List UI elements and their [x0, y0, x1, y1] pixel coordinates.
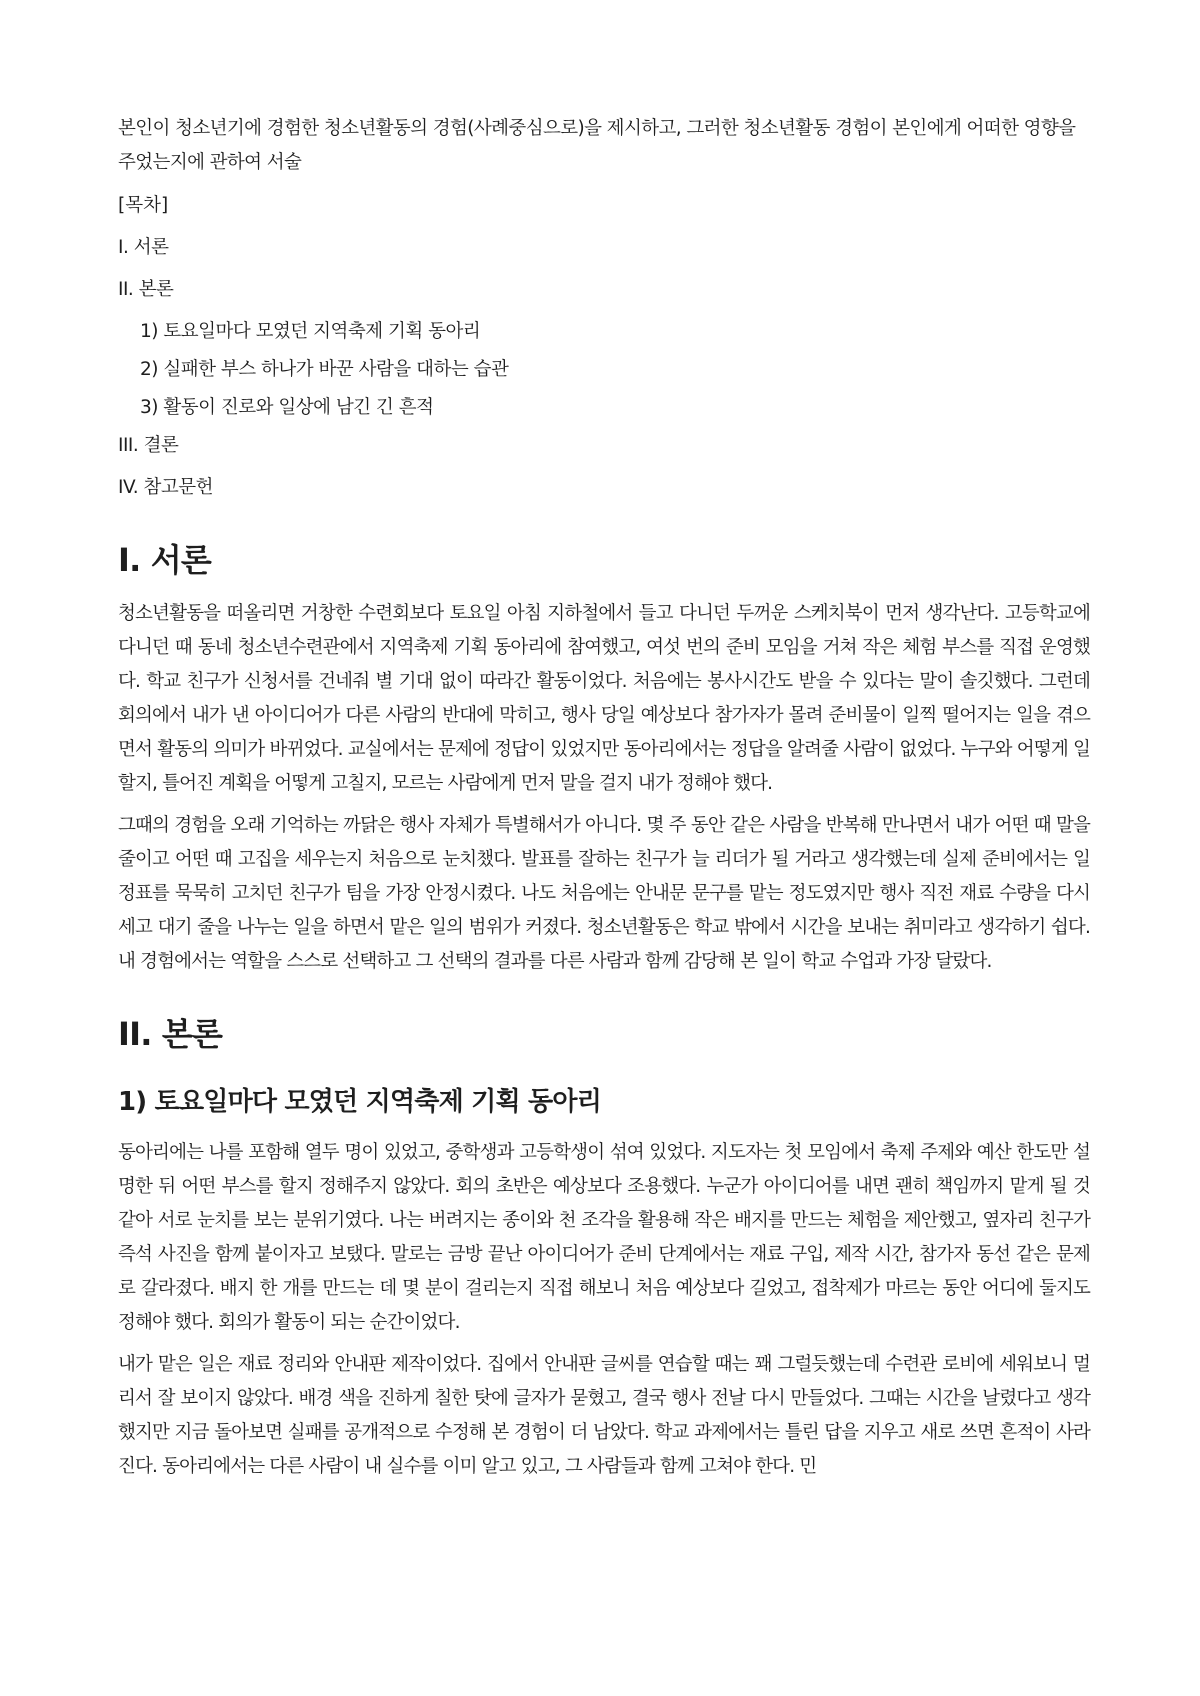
toc-heading: [목차]: [118, 195, 169, 216]
intro-paragraph-2: 그때의 경험을 오래 기억하는 까닭은 행사 자체가 특별해서가 아니다. 몇 주 동안 같은 사람을 반복해 만나면서 내가 어떤 때 말을 줄이고 어떤 때 고집을 세우는지 처음으로 눈치챘다. 발표를 잘하는 친구가 늘 리더가 될 거라고 생각했는데 실제 준비에서는 일정표를 묵묵히 고치던 친구가 팀을 가장 안정시켰다. 나도 처음에는 안내문 문구를 맡는 정도였지만 행사 직전 재료 수량을 다시 세고 대기 줄을 나누는 일을 하면서 맡은 일의 범위가 커졌다. 청소년활동은 학교 밖에서 시간을 보내는 취미라고 생각하기 쉽다. 내 경험에서는 역할을 스스로 선택하고 그 선택의 결과를 다른 사람과 함께 감당해 본 일이 학교 수업과 가장 달랐다.: [118, 815, 1090, 972]
subsection-title-1: 1) 토요일마다 모였던 지역축제 기획 동아리: [118, 1087, 602, 1117]
body-paragraph-2: 내가 맡은 일은 재료 정리와 안내판 제작이었다. 집에서 안내판 글씨를 연습할 때는 꽤 그럴듯했는데 수련관 로비에 세워보니 멀리서 잘 보이지 않았다. 배경 색을 진하게 칠한 탓에 글자가 묻혔고, 결국 행사 전날 다시 만들었다. 그때는 시간을 날렸다고 생각했지만 지금 돌아보면 실패를 공개적으로 수정해 본 경험이 더 남았다. 학교 과제에서는 틀린 답을 지우고 새로 쓰면 흔적이 사라진다. 동아리에서는 다른 사람이 내 실수를 이미 알고 있고, 그 사람들과 함께 고쳐야 한다. 민: [118, 1354, 1090, 1477]
assignment-prompt: 본인이 청소년기에 경험한 청소년활동의 경험(사례중심으로)을 제시하고, 그러한 청소년활동 경험이 본인에게 어떠한 영향을 주었는지에 관하여 서술: [118, 118, 1076, 173]
toc-item-body-1: 1) 토요일마다 모였던 지역축제 기획 동아리: [140, 321, 481, 342]
toc-item-body-2: 2) 실패한 부스 하나가 바꾼 사람을 대하는 습관: [140, 359, 509, 380]
toc-item-references: IV. 참고문헌: [118, 477, 213, 498]
table-of-contents: [118, 231, 1090, 505]
body-paragraph-1: 동아리에는 나를 포함해 열두 명이 있었고, 중학생과 고등학생이 섞여 있었다. 지도자는 첫 모임에서 축제 주제와 예산 한도만 설명한 뒤 어떤 부스를 할지 정해주지 않았다. 회의 초반은 예상보다 조용했다. 누군가 아이디어를 내면 괜히 책임까지 맡게 될 것 같아 서로 눈치를 보는 분위기였다. 나는 버려지는 종이와 천 조각을 활용해 작은 배지를 만드는 체험을 제안했고, 옆자리 친구가 즉석 사진을 함께 붙이자고 보탰다. 말로는 금방 끝난 아이디어가 준비 단계에서는 재료 구입, 제작 시간, 참가자 동선 같은 문제로 갈라졌다. 배지 한 개를 만드는 데 몇 분이 걸리는지 직접 해보니 처음 예상보다 길었고, 접착제가 마르는 동안 어디에 둘지도 정해야 했다. 회의가 활동이 되는 순간이었다.: [118, 1142, 1090, 1333]
toc-item-body: II. 본론: [118, 279, 174, 300]
intro-paragraph-1: 청소년활동을 떠올리면 거창한 수련회보다 토요일 아침 지하철에서 들고 다니던 두꺼운 스케치북이 먼저 생각난다. 고등학교에 다니던 때 동네 청소년수련관에서 지역축제 기획 동아리에 참여했고, 여섯 번의 준비 모임을 거쳐 작은 체험 부스를 직접 운영했다. 학교 친구가 신청서를 건네줘 별 기대 없이 따라간 활동이었다. 처음에는 봉사시간도 받을 수 있다는 말이 솔깃했다. 그런데 회의에서 내가 낸 아이디어가 다른 사람의 반대에 막히고, 행사 당일 예상보다 참가자가 몰려 준비물이 일찍 떨어지는 일을 겪으면서 활동의 의미가 바뀌었다. 교실에서는 문제에 정답이 있었지만 동아리에서는 정답을 알려줄 사람이 없었다. 누구와 어떻게 일할지, 틀어진 계획을 어떻게 고칠지, 모르는 사람에게 먼저 말을 걸지 내가 정해야 했다.: [118, 603, 1090, 794]
toc-item-conclusion: III. 결론: [118, 435, 179, 456]
section-title-body: II. 본론: [118, 1015, 223, 1053]
section-title-intro: I. 서론: [118, 541, 212, 579]
toc-item-body-3: 3) 활동이 진로와 일상에 남긴 긴 흔적: [140, 397, 434, 418]
toc-item-intro: I. 서론: [118, 237, 169, 258]
